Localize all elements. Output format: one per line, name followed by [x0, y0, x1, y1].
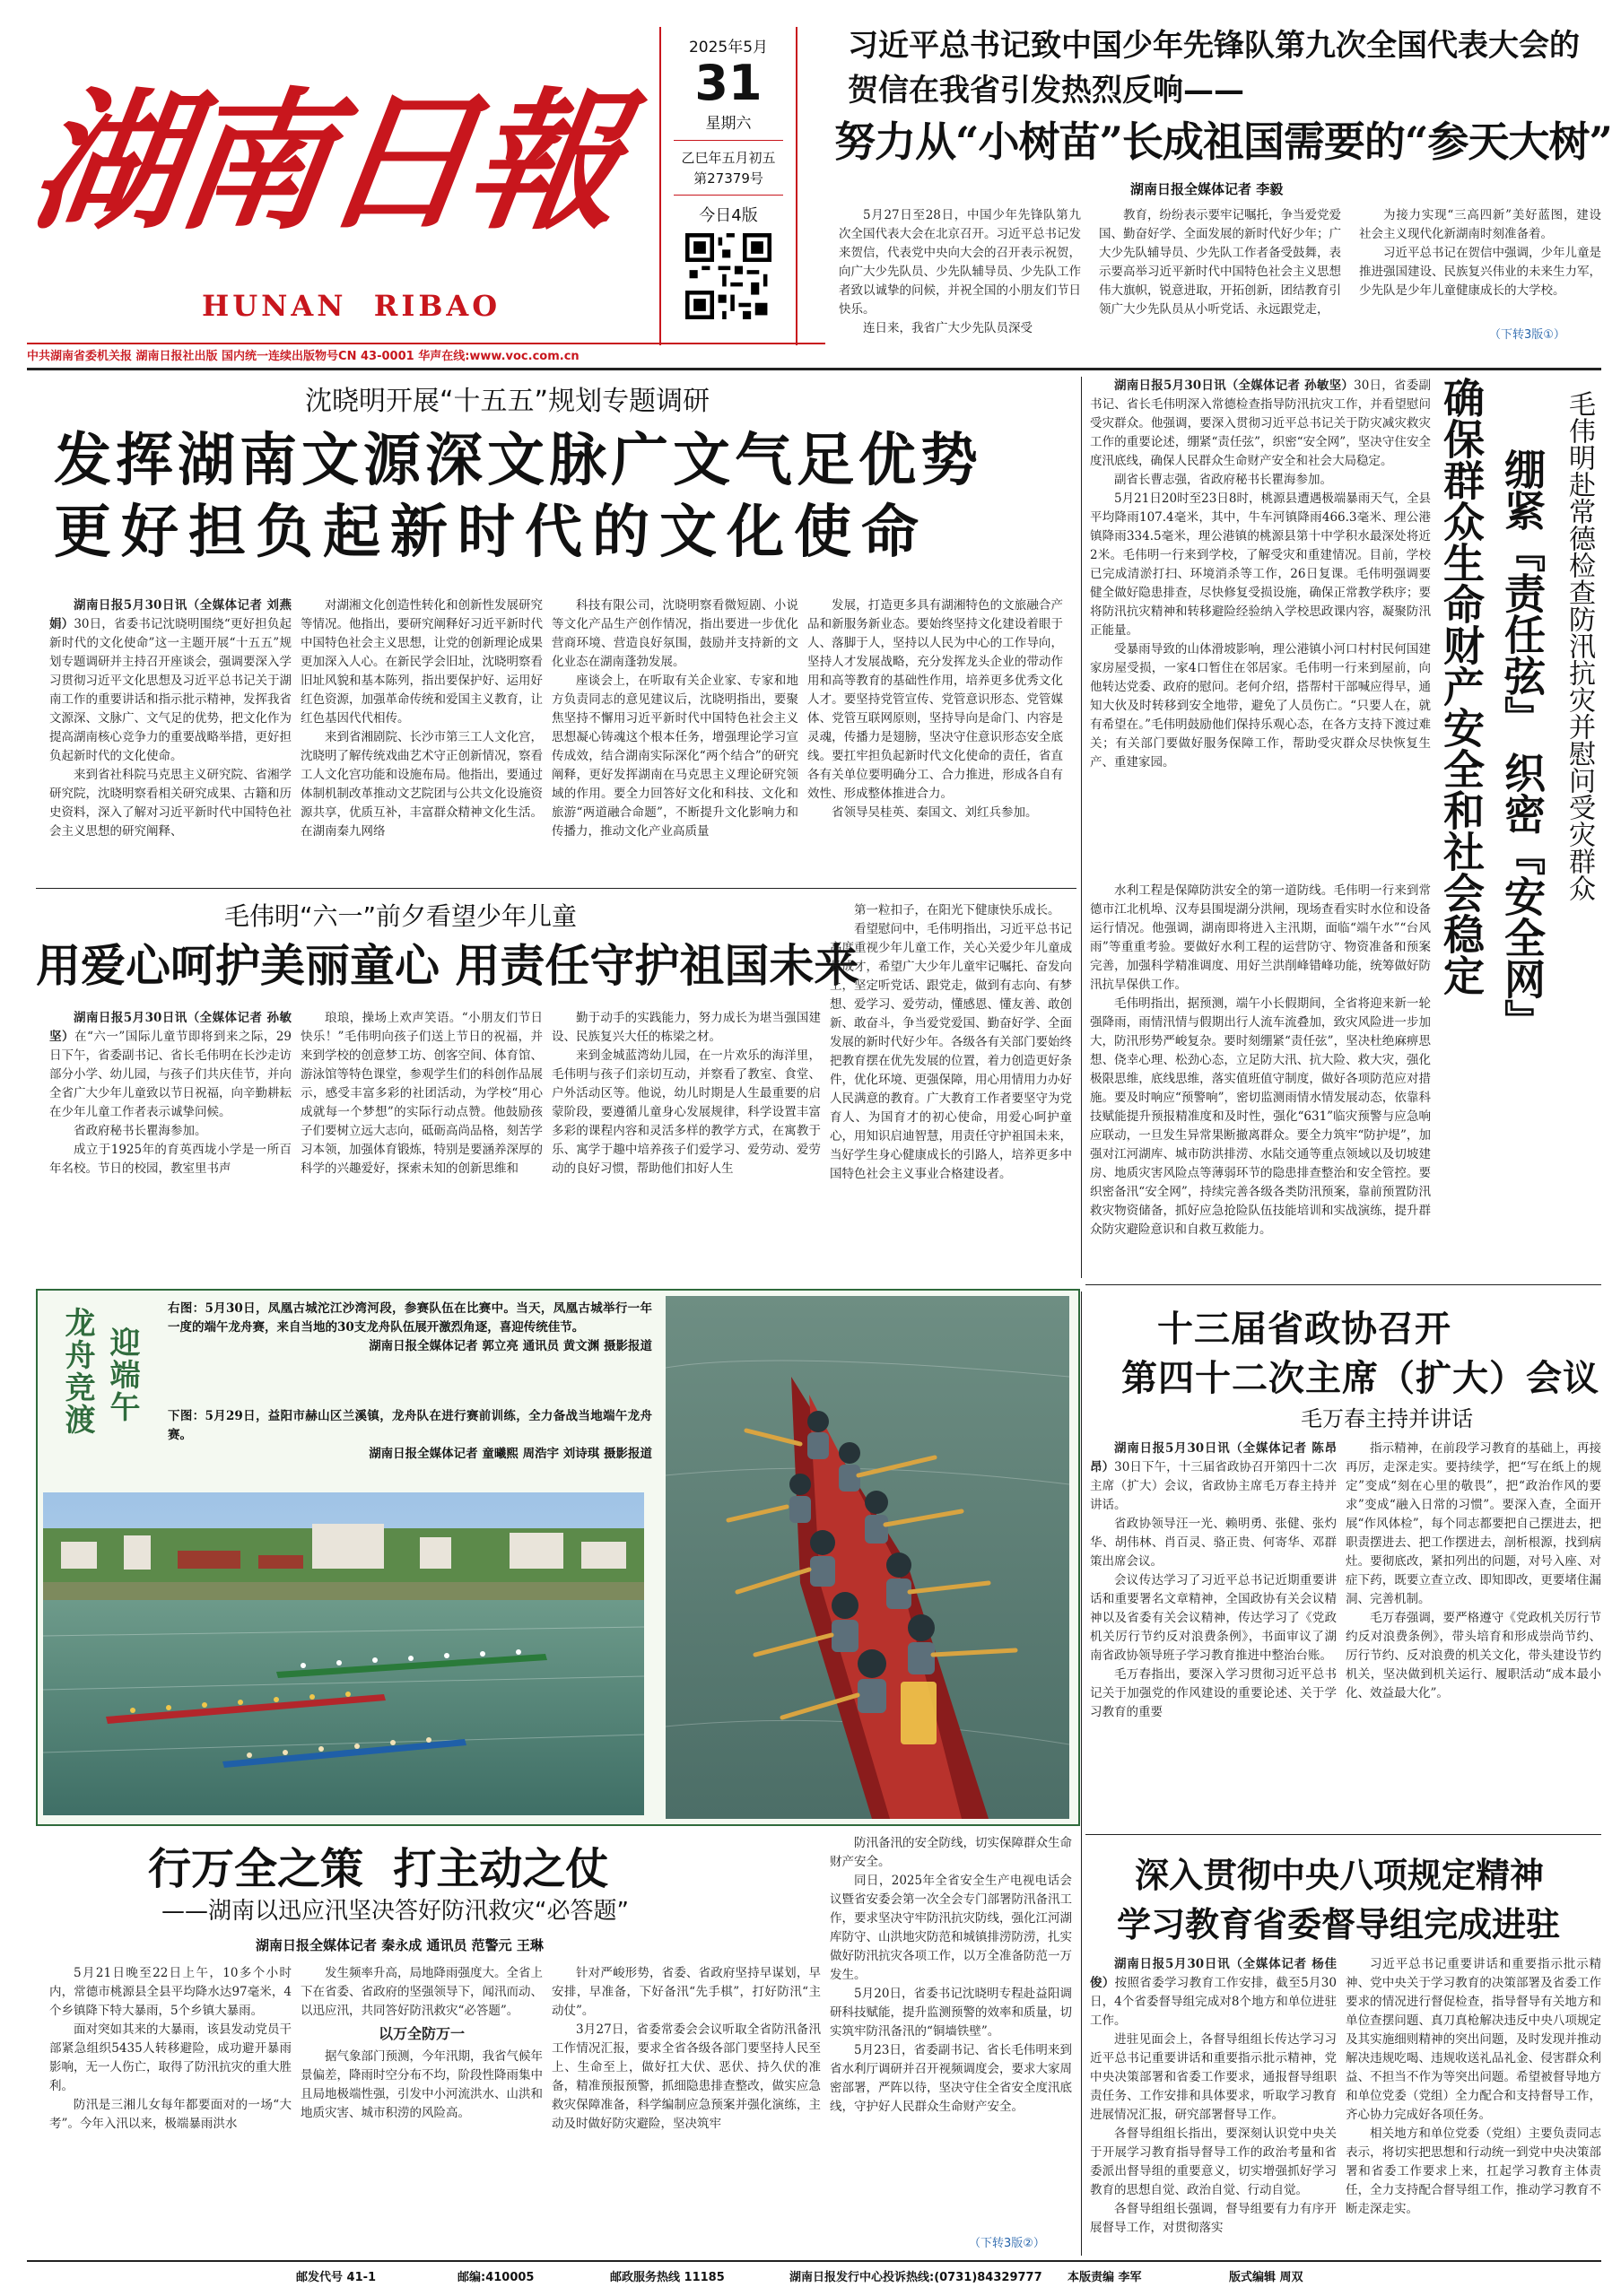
sponsor-line: 中共湖南省委机关报 湖南日报社出版 国内统一连续出版物号CN 43-0001 华声在线:www.voc.com.cn: [27, 350, 580, 363]
story2-col3: 勤于动手的实践能力，努力成长为堪当强国建设、民族复兴大任的栋梁之材。 来到金城蓝湾幼儿园，在一片欢乐的海洋里，毛伟明与孩子们亲切互动，并察看了教室、食堂、户外活动区等。他说，幼儿时期是人生最重要的启蒙阶段，要遵循儿童身心发展规律，科学设置丰富多彩的课程内容和灵活多样的教学方式，在寓教于乐、寓学于趣中培养孩子们爱学习、爱劳动、爱劳动的良好习惯，帮助他们扣好人生: [552, 1011, 821, 1176]
photo-title-b: 迎端午: [104, 1326, 140, 1423]
photo-river-training: [43, 1492, 644, 1815]
top-story-col1: 5月27日至28日，中国少年先锋队第九次全国代表大会在北京召开。习近平总书记发来贺信，代表党中央向大会的召开表示祝贺，向广大少先队员、少先队辅导员、少先队工作者致以诚挚的问候，并祝全国的小朋友们节日快乐。 连日来，我省广大少先队员深受: [839, 208, 1081, 335]
story3-kicker: 毛伟明赴常德检查防汛抗灾并慰问受灾群众: [1564, 390, 1595, 901]
story1-kicker: 沈晓明开展“十五五”规划专题调研: [305, 386, 710, 417]
story1-col2: 对湖湘文化创造性转化和创新性发展研究等情况。他指出，要研究阐释好习近平新时代中国特色社会主义思想，让党的创新理论成果更加深入人心。在新民学会旧址，沈晓明察看旧址风貌和基本陈列，指出要保护好、运用好红色资源，加强革命传统和爱国主义教育，让红色基因代代相传。 来到省湘剧院、长沙市第三工人文化宫，沈晓明了解传统戏曲艺术守正创新情况，察看工人文化宫功能和设施布局。他指出，要通过体制机制改革推动文艺院团与公共文化设施资源共享，优质互补，丰富群众精神文化生活。在湖南秦九网络: [301, 598, 543, 839]
logo-english: HUNAN RIBAO: [202, 289, 501, 323]
caption-left: 下图：5月29日，益阳市赫山区兰溪镇，龙舟队在进行赛前训练，全力备战当地端午龙舟赛。 湖南日报全媒体记者 童曦熙 周浩宇 刘诗琪 摄影报道: [168, 1409, 652, 1461]
top-story-continue[interactable]: （下转3版①）: [1489, 328, 1565, 342]
photo-fenghuang-race: [666, 1296, 1069, 1819]
footer-zip: 邮编:410005: [458, 2271, 535, 2284]
footer-phone: 邮政服务热线 11185: [610, 2271, 725, 2284]
footer-editor: 本版责编 李军: [1068, 2271, 1142, 2284]
story1-col4: 发展，打造更多具有湖湘特色的文旅融合产品和新服务新业态。要始终坚持文化建设着眼于人、落脚于人，坚持以人民为中心的工作导向，坚持人才发展战略，充分发挥龙头企业的带动作用和高等教育的基础性作用，培养更多优秀文化人才。要坚持党管宣传、党管意识形态、党管媒体、党管互联网原则，坚持导向是命门、内容是灵魂，传播力是翅膀，坚决守住意识形态安全底线。要扛牢担负起新时代文化使命的责任，省直各有关单位要明确分工、合力推进，形成各自有效性、形成整体推进合力。 省领导吴桂英、秦国文、刘红兵参加。: [807, 598, 1063, 820]
story3-headline-a: 绷紧『责任弦』 织密『安全网』: [1498, 448, 1547, 1041]
story3-upper-text: 湖南日报5月30日讯（全媒体记者 孙敏坚）30日，省委副书记、省长毛伟明深入常德检查指导防汛抗灾工作，并看望慰问受灾群众。他强调，要深入贯彻习近平总书记关于防灾减灾救灾工作的重要论述，绷紧“责任弦”，织密“安全网”，坚决守住安全度汛底线，确保人民群众生命财产安全和社会大局稳定。 副省长曹志强，省政府秘书长瞿海参加。 5月21日20时至23日8时，桃源县遭遇极端暴雨天气，全县平均降雨107.4毫米，其中，牛车河镇降雨466.3毫米、理公港镇降雨334.5毫米，理公港镇的桃源县第十中学积水最深处将近2米。毛伟明一行来到学校，了解受灾和重建情况。目前，学校已完成清淤打扫、环境消杀等工作，26日复课。毛伟明强调要健全做好隐患排查，尽快修复受损设施，确保正常教学秩序；要将防汛抗灾精神和转移避险经验纳入学校思政课内容，凝聚防汛正能量。 受暴雨导致的山体滑坡影响，理公港镇小河口村村民何国建家房屋受损，一家4口暂住在邻居家。毛伟明一行来到屋前，向他转达党委、政府的慰问。老何介绍，搭帮村干部喊应得早，通知大伙及时转移到安全地带，避免了人员伤亡。“只要人在，就有希望在。”毛伟明鼓励他们保持乐观心态，在各方支持下渡过难关；有关部门要做好服务保障工作，帮助受灾群众尽快恢复生产、重建家园。: [1090, 378, 1431, 770]
footer-postal: 邮发代号 41-1: [296, 2271, 377, 2284]
top-story-kicker: 习近平总书记致中国少年先锋队第九次全国代表大会的贺信在我省引发热烈反响——: [848, 28, 1580, 109]
footer-complaint: 湖南日报发行中心投诉热线:(0731)84329777: [789, 2271, 1042, 2284]
photo-dragon-boat: [36, 1289, 1080, 1826]
date-day: 31: [694, 55, 763, 111]
story4-col2: 指示精神，在前段学习教育的基础上，再接再厉，走深走实。要持续学，把“写在纸上的规定”变成“刻在心里的敬畏”，把“政治作风的要求”变成“融入日常的习惯”。要深入查，全面开展“作风体检”，每个同志都要把自己摆进去，把职责摆进去、把工作摆进去，剖析根源，找到病灶。要彻底改，紧扣列出的问题，对号入座、对症下药，既要立查立改、即知即改，更要堵住漏洞、完善机制。 毛万春强调，要严格遵守《党政机关厉行节约反对浪费条例》，带头培育和形成崇尚节约、厉行节约、反对浪费的机关文化，带头建设节约机关，坚决做到机关运行、履职活动“成本最小化、效益最大化”。: [1346, 1441, 1601, 1700]
story6-col1: 5月21日晚至22日上午，10多个小时内，常德市桃源县全县平均降水达97毫米，4个乡镇降下特大暴雨，5个乡镇大暴雨。 面对突如其来的大暴雨，该县发动党员干部紧急组织5435人转移避险，成功避开暴雨影响，无一人伤亡，取得了防汛抗灾的重大胜利。 防汛是三湘儿女每年都要面对的一场“大考”。今年入汛以来，极端暴雨洪水: [49, 1966, 292, 2131]
date-block: [659, 27, 797, 345]
story3-lower-text: 水利工程是保障防洪安全的第一道防线。毛伟明一行来到常德市江北机埠、汉寿县围堤湖分洪闸，现场查看实时水位和设备运行情况。他强调，湖南即将进入主汛期，面临“端午水”“台风雨”等重重考验。要做好水利工程的运营防守、物资准备和预案完善，加强科学精准调度、用好兰洪削峰错峰功能，统筹做好防汛抗旱保供工作。 毛伟明指出，据预测，端午小长假期间，全省将迎来新一轮强降雨，雨情汛情与假期出行人流车流叠加，致灾风险进一步加大，防汛形势严峻复杂。要时刻绷紧“责任弦”，坚决杜绝麻痹思想、侥幸心理、松劲心态，立足防大汛、抗大险、救大灾，强化极限思维，底线思维，落实值班值守制度，做好各项防范应对措施。要及时响应“预警响”，密切监测雨情水情发展动态，依靠科技赋能提升预报精准度和及时性，强化“631”临灾预警与应急响应联动，一旦发生异常果断撤离群众。要全力筑牢“防护堤”，加强对江河湖库、城市防洪排涝、水陆交通等重点领域以及切坡建房、地质灾害风险点等薄弱环节的隐患排查整治和安全管控。要织密备汛“安全网”，持续完善各级各类防汛预案，靠前预置防汛救灾物资储备，抓好应急抢险队伍技能培训和实战演练，提升群众防灾避险意识和自救互救能力。: [1090, 883, 1431, 1237]
top-story-reporter: 湖南日报全媒体记者 李毅: [1130, 181, 1284, 197]
story6-sub: ——湖南以迅应汛坚决答好防汛救灾“必答题”: [161, 1898, 629, 1925]
story6-continue[interactable]: （下转3版②）: [969, 2237, 1045, 2250]
top-story-col2: 教育，纷纷表示要牢记嘱托，争当爱党爱国、勤奋好学、全面发展的新时代好少年；广大少先队辅导员、少先队工作者备受鼓舞，表示要高举习近平新时代中国特色社会主义思想伟大旗帜，锐意进取，开拓创新，团结教育引领广大少先队员从小听党话、永远跟党走，: [1099, 208, 1341, 317]
story6-col3: 针对严峻形势，省委、省政府坚持早谋划，早安排，早准备，下好备汛“先手棋”，打好防汛“主动仗”。 3月27日，省委常委会会议听取全省防汛备汛工作情况汇报，要求全省各级各部门要坚持人民至上、生命至上，做好扛大伏、恶伏、持久伏的准备，精准预报预警，抓细隐患排查整改，做实应急救灾保障准备，科学编制应急预案并强化演练，主动及时做好防灾避险，坚决筑牢: [552, 1966, 821, 2131]
story4-headline-1: 十三届省政协召开: [1157, 1309, 1451, 1350]
story4-col1: 湖南日报5月30日讯（全媒体记者 陈昂昂）30日下午，十三届省政协召开第四十二次主席（扩大）会议，省政协主席毛万春主持并讲话。 省政协领导汪一光、赖明勇、张健、张灼华、胡伟林、肖百灵、骆正贵、何寄华、邓群策出席会议。 会议传达学习了习近平总书记近期重要讲话和重要署名文章精神，全国政协有关会议精神以及省委有关会议精神，传达学习了《党政机关厉行节约反对浪费条例》，书面审议了湖南省政协领导班子学习教育推进中整治台账。 毛万春指出，要深入学习贯彻习近平总书记关于加强党的作风建设的重要论述、关于学习教育的重要: [1090, 1441, 1337, 1719]
story1-col1: 湖南日报5月30日讯（全媒体记者 刘燕娟）30日，省委书记沈晓明围绕“更好担负起新时代的文化使命”这一主题开展“十五五”规划专题调研并主持召开座谈会，强调要深入学习贯彻习近平文化思想及习近平总书记关于湖南工作的重要讲话和指示批示精神，发挥我省文源深、文脉广、文气足的优势，把文化作为提高湖南核心竞争力的重要战略举措，更好担负起新时代的文化使命。 来到省社科院马克思主义研究院、省湘学研究院，沈晓明察看相关研究成果、古籍和历史资料，深入了解对习近平新时代中国特色社会主义思想的研究阐释、: [49, 598, 292, 839]
date-weekday: 星期六: [705, 115, 752, 133]
story1-headline-1: 发挥湖南文源深文脉广文气足优势: [54, 428, 982, 494]
footer: [36, 2267, 1601, 2287]
story6-reporters: 湖南日报全媒体记者 秦永成 通讯员 范警元 王琳: [256, 1937, 544, 1953]
date-year-month: 2025年5月: [688, 39, 769, 57]
page-count: 今日4版: [699, 206, 758, 225]
logo-calligraphy: 湖南日報: [22, 73, 628, 250]
story2-kicker: 毛伟明“六一”前夕看望少年儿童: [224, 901, 578, 931]
photo-title-a: 龙舟竞渡: [59, 1307, 95, 1436]
caption-right: 右图：5月30日，凤凰古城沱江沙湾河段，参赛队伍在比赛中。当天，凤凰古城举行一年一度的端午龙舟赛，来自当地的30支龙舟队伍展开激烈角逐，喜迎传统佳节。 湖南日报全媒体记者 郭立亮 通讯员 黄文渊 摄影报道: [168, 1301, 652, 1353]
story6-headline: 行万全之策 打主动之仗: [148, 1844, 609, 1894]
story5-col1: 湖南日报5月30日讯（全媒体记者 杨佳俊）按照省委学习教育工作安排，截至5月30日，4个省委督导组完成对8个地方和单位进驻工作。 进驻见面会上，各督导组组长传达学习习近平总书记重要讲话和重要指示批示精神，党中央决策部署和省委工作要求，通报督导组职责任务、工作安排和具体要求，听取学习教育进展情况汇报，研究部署督导工作。 各督导组组长指出，要深刻认识党中央关于开展学习教育指导督导工作的政治考量和省委派出督导组的重要意义，切实增强抓好学习教育的思想自觉、政治自觉、行动自觉。 各督导组组长强调，督导组要有力有序开展督导工作，对贯彻落实: [1090, 1957, 1337, 2235]
story2-col4: 第一粒扣子，在阳光下健康快乐成长。 看望慰问中，毛伟明指出，习近平总书记高度重视少年儿童工作，关心关爱少年儿童成长成才，希望广大少年儿童牢记嘱托、奋发向上，坚定听党话、跟党走，做到有志向、有梦想、爱学习、爱劳动，懂感恩、懂友善、敢创新、敢奋斗，争当爱党爱国、勤奋好学、全面发展的新时代好少年。各级各有关部门要始终把教育摆在优先发展的位置，着力创造更好条件，优化环境、更强保障，用心用情用力办好人民满意的教育。广大教育工作者要坚守为党育人、为国育才的初心使命，用爱心呵护童心，用知识启迪智慧，用责任守护祖国未来，当好学生身心健康成长的引路人，培养更多中国特色社会主义事业合格建设者。: [830, 903, 1072, 1181]
story5-col2: 习近平总书记重要讲话和重要指示批示精神、党中央关于学习教育的决策部署及省委工作要求的情况进行督促检查，指导督导有关地方和单位查摆问题、真刀真枪解决违反中央八项规定及其实施细则精神的突出问题，及时发现并推动解决违规吃喝、违规收送礼品礼金、侵害群众利益、不担当不作为等突出问题。希望被督导地方和单位党委（党组）全力配合和支持督导工作，齐心协力完成好各项任务。 相关地方和单位党委（党组）主要负责同志表示，将切实把思想和行动统一到党中央决策部署和省委工作要求上来，扛起学习教育主体责任，全力支持配合督导组工作，推动学习教育不断走深走实。: [1346, 1957, 1601, 2216]
story2-headline: 用爱心呵护美丽童心 用责任守护祖国未来: [36, 940, 859, 992]
story6-col2: 发生频率升高，局地降雨强度大。全省上下在省委、省政府的坚强领导下，闻汛而动、以迅应汛，共同答好防汛救灾“必答题”。 以万全防万一 据气象部门预测，今年汛期，我省气候年景偏差，降雨时空分布不均，阶段性降雨集中且局地极端性强，引发中小河流洪水、山洪和地质灾害、城市积涝的风险高。: [301, 1966, 543, 2120]
issue-number: 第27379号: [693, 170, 763, 187]
footer-designer: 版式编辑 周双: [1229, 2271, 1303, 2284]
story6-col4: 防汛备汛的安全防线，切实保障群众生命财产安全。 同日，2025年全省安全生产电视电话会议暨省安委会第一次全会专门部署防汛备汛工作，要求坚决守牢防汛抗灾防线，强化江河湖库防守、山洪地灾防范和城镇排涝防涝，扎实做好防汛抗灾各项工作，以万全准备防范一万发生。 5月20日，省委书记沈晓明专程赴益阳调研科技赋能，提升监测预警的效率和质量，切实筑牢防汛备汛的“铜墙铁壁”。 5月23日，省委副书记、省长毛伟明来到省水利厅调研并召开视频调度会，要求大家周密部署，严阵以待，坚决守住全省安全度汛底线，守护好人民群众生命财产安全。: [830, 1836, 1072, 2114]
story2-col2: 琅琅，操场上欢声笑语。“小朋友们节日快乐！”毛伟明向孩子们送上节日的祝福，并来到学校的创意梦工坊、创客空间、体育馆、游泳馆等特色课堂，参观学生们的科创作品展示，感受丰富多彩的社团活动，为学校“用心成就每一个梦想”的实际行动点赞。他鼓励孩子们要树立远大志向，砥砺高尚品格，刻苦学习本领，加强体育锻炼，特别是要涵养深厚的科学的兴趣爱好，探索未知的创新思维和: [301, 1011, 543, 1176]
story1-col3: 科技有限公司，沈晓明察看微短剧、小说等文化产品生产创作情况，指出要进一步优化营商环境、营造良好氛围，鼓励并支持新的文化业态在湖南蓬勃发展。 座谈会上，在听取有关企业家、专家和地方负责同志的意见建议后，沈晓明指出，要聚焦坚持不懈用习近平新时代中国特色社会主义思想凝心铸魂这个根本任务，增强理论学习宣传成效，结合湖南实际深化“两个结合”的研究阐释，更好发挥湖南在马克思主义理论研究领域的作用。要全力回答好文化和科技、文化和旅游“两道融合命题”，不断提升文化影响力和传播力，推动文化产业高质量: [552, 598, 798, 839]
qr-code[interactable]: [685, 233, 771, 319]
story1-headline-2: 更好担负起新时代的文化使命: [54, 500, 928, 566]
story4-headline-2: 第四十二次主席（扩大）会议: [1121, 1358, 1599, 1399]
story2-col1: 湖南日报5月30日讯（全媒体记者 孙敏坚）在“六一”国际儿童节即将到来之际，29日下午，省委副书记、省长毛伟明在长沙走访部分小学、幼儿园，与孩子们共庆佳节，并向全省广大少年儿童致以节日祝福，向辛勤耕耘在少年儿童工作者表示诚挚问候。 省政府秘书长瞿海参加。 成立于1925年的育英西垅小学是一所百年名校。节日的校园，教室里书声: [49, 1011, 292, 1176]
lunar-date: 乙巳年五月初五: [681, 150, 776, 166]
top-story-col3: 为接力实现“三高四新”美好蓝图，建设社会主义现代化新湖南时刻准备着。 习近平总书记在贺信中强调，少年儿童是推进强国建设、民族复兴伟业的未来生力军，少先队是少年儿童健康成长的大学校。: [1359, 208, 1601, 298]
story5-headline-2: 学习教育省委督导组完成进驻: [1117, 1905, 1561, 1944]
story5-headline-1: 深入贯彻中央八项规定精神: [1135, 1856, 1545, 1895]
top-story-headline: 努力从“小树苗”长成祖国需要的“参天大树”: [834, 117, 1612, 166]
story3-headline-b: 确保群众生命财产安全和社会稳定: [1437, 377, 1486, 996]
story4-sub: 毛万春主持并讲话: [1301, 1406, 1473, 1431]
